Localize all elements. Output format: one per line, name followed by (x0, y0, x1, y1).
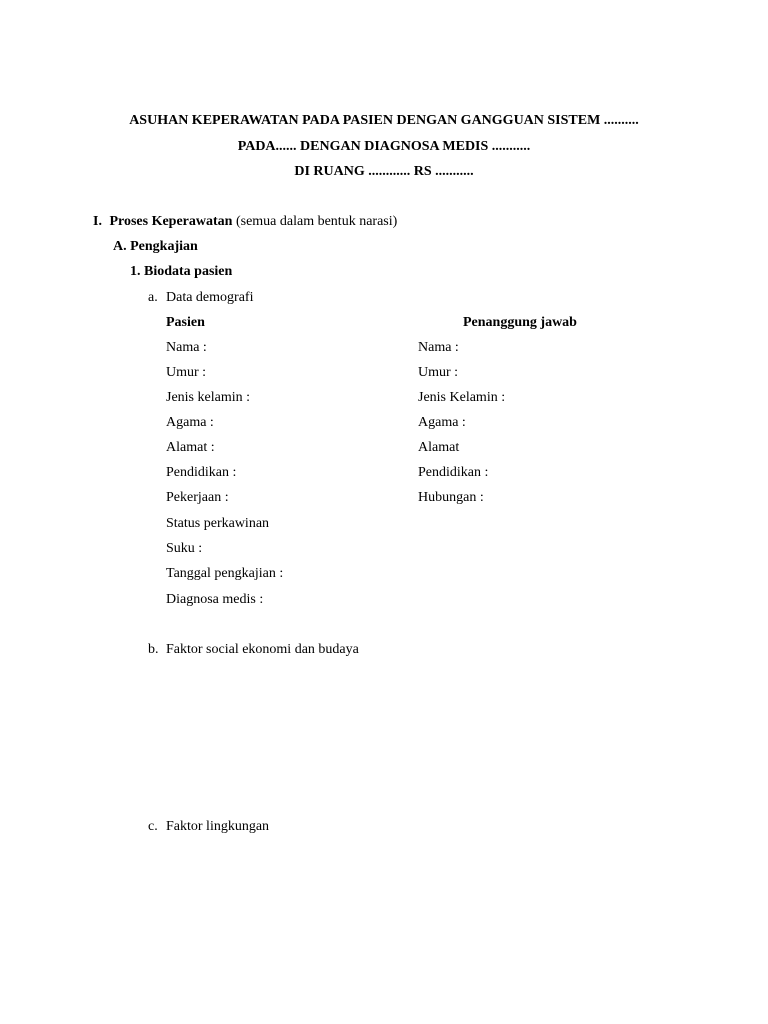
sub-b-label: Faktor social ekonomi dan budaya (166, 642, 359, 657)
sub-b-marker: b. (148, 642, 159, 657)
sub-a-marker: a. (148, 290, 158, 305)
section-a-heading: A. Pengkajian (113, 239, 198, 254)
patient-field: Jenis kelamin : (166, 390, 250, 405)
patient-column-header: Pasien (166, 315, 205, 330)
document-title-line-2: PADA...... DENGAN DIAGNOSA MEDIS ........... (237, 139, 531, 154)
patient-field: Pekerjaan : (166, 490, 229, 505)
guardian-field: Alamat (418, 440, 460, 455)
document-title-line-1: ASUHAN KEPERAWATAN PADA PASIEN DENGAN GANGGUAN SISTEM .......... (129, 113, 639, 128)
patient-field: Nama : (166, 340, 207, 355)
document-title-line-3: DI RUANG ............ RS ........... (294, 164, 474, 179)
guardian-field: Jenis Kelamin : (418, 390, 506, 405)
patient-field: Diagnosa medis : (166, 592, 264, 607)
item-1-heading: 1. Biodata pasien (130, 264, 233, 279)
sub-c-label: Faktor lingkungan (166, 819, 270, 834)
sub-c-marker: c. (148, 819, 158, 834)
patient-field: Alamat : (166, 440, 215, 455)
guardian-field: Nama : (418, 340, 459, 355)
patient-field: Status perkawinan (166, 516, 270, 531)
section-i-title: Proses Keperawatan (109, 214, 233, 229)
patient-field: Tanggal pengkajian : (166, 566, 284, 581)
sub-a-label: Data demografi (166, 290, 254, 305)
patient-field: Agama : (166, 415, 214, 430)
patient-field: Suku : (166, 541, 203, 556)
guardian-field: Agama : (418, 415, 466, 430)
section-i-heading (93, 214, 397, 230)
patient-field: Pendidikan : (166, 465, 237, 480)
guardian-field: Umur : (418, 365, 459, 380)
guardian-field: Pendidikan : (418, 465, 489, 480)
guardian-column-header: Penanggung jawab (463, 315, 577, 330)
patient-field: Umur : (166, 365, 207, 380)
guardian-field: Hubungan : (418, 490, 484, 505)
section-i-number: I. (93, 214, 102, 229)
section-i-note: (semua dalam bentuk narasi) (235, 214, 398, 229)
